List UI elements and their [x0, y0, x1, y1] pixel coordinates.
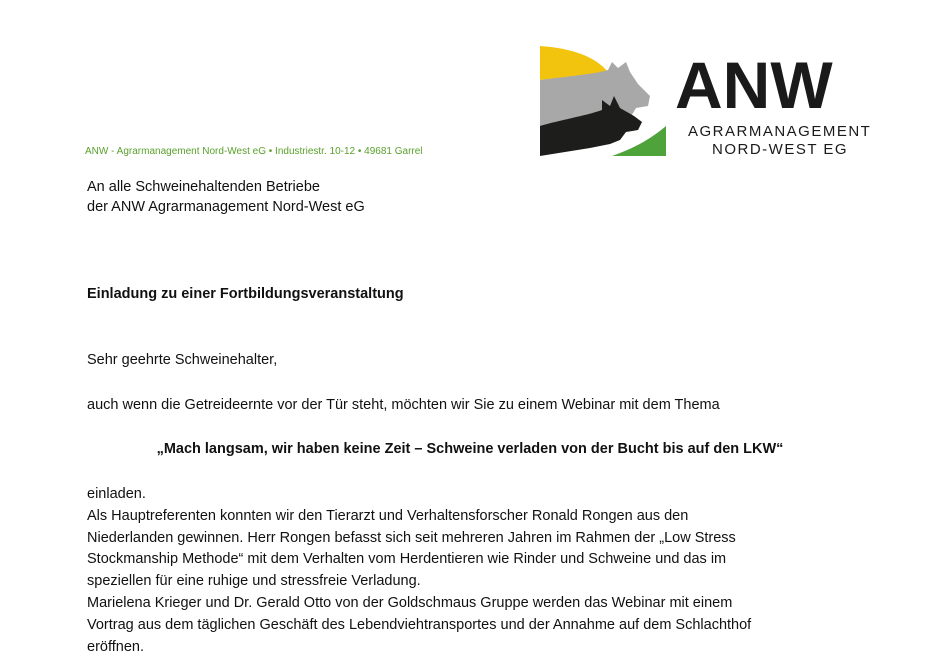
- cow-and-pig-silhouette-icon: [540, 44, 670, 160]
- recipient-line: der ANW Agrarmanagement Nord-West eG: [87, 199, 365, 215]
- sender-address-line: ANW - Agrarmanagement Nord-West eG • Industriestr. 10-12 • 49681 Garrel: [85, 146, 423, 157]
- body-line: Stockmanship Methode“ mit dem Verhalten vom Herdentieren wie Rinder und Schweine und das im: [87, 551, 727, 568]
- body-line: speziellen für eine ruhige und stressfreie Verladung.: [87, 573, 421, 590]
- webinar-theme: „Mach langsam, wir haben keine Zeit – Schweine verladen von der Bucht bis auf den LKW“: [156, 441, 784, 457]
- intro-paragraph: auch wenn die Getreideernte vor der Tür steht, möchten wir Sie zu einem Webinar mit dem Thema: [87, 397, 720, 413]
- body-line: eröffnen.: [87, 638, 144, 655]
- body-line: Als Hauptreferenten konnten wir den Tierarzt und Verhaltensforscher Ronald Rongen aus den: [87, 507, 689, 524]
- brand-name: ANW: [675, 48, 833, 122]
- body-line: Vortrag aus dem täglichen Geschäft des Lebendviehtransportes und der Annahme auf dem Schlachthof: [87, 616, 752, 633]
- body-line: Marielena Krieger und Dr. Gerald Otto von der Goldschmaus Gruppe werden das Webinar mit einem: [87, 594, 733, 611]
- salutation: Sehr geehrte Schweinehalter,: [87, 352, 278, 368]
- letter-subject: Einladung zu einer Fortbildungsveranstaltung: [87, 286, 404, 302]
- body-line: einladen.: [87, 486, 146, 502]
- body-line: Niederlanden gewinnen. Herr Rongen befasst sich seit mehreren Jahren im Rahmen der „Low Stress: [87, 529, 736, 546]
- recipient-line: An alle Schweinehaltenden Betriebe: [87, 179, 320, 195]
- brand-subtitle-line2: NORD-WEST EG: [712, 141, 849, 158]
- brand-subtitle-line1: AGRARMANAGEMENT: [688, 123, 872, 140]
- recipient-block: [87, 177, 365, 217]
- company-logo: [540, 44, 880, 160]
- letter-body: [87, 484, 887, 658]
